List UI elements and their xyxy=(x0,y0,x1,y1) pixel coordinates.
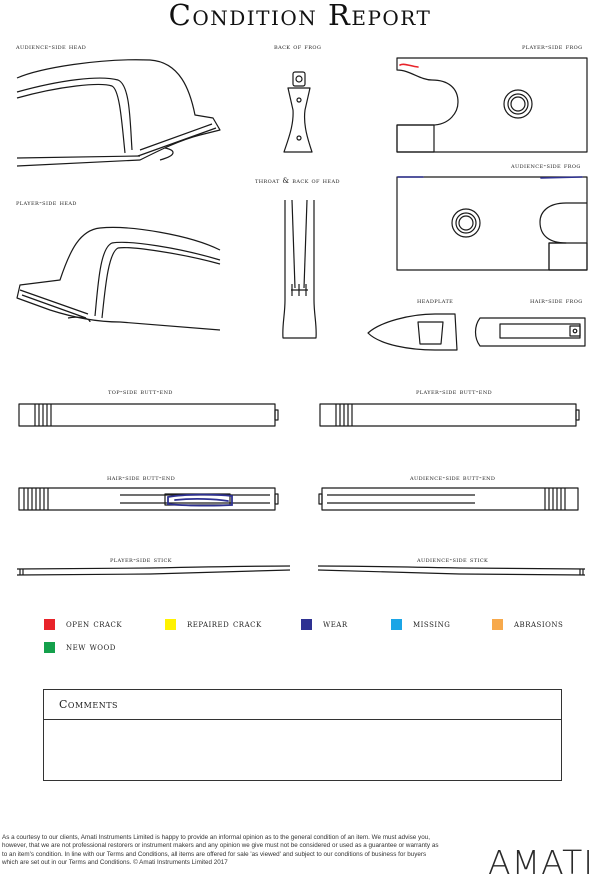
disclaimer-text: As a courtesy to our clients, Amati Instruments Limited is happy to provide an informal opinion as to the general condition of an item. We must advise you, however, that we are not professional restorers or instrument makers and any opinion we give must not be considered or used as a guarantee or warranty as to an item's condition. In line with our Terms and Conditions, all items are offered for sale 'as viewed' and subject to our conditions of business for buyers which are set out in our Terms and Conditions. © Amati Instruments Limited 2017 xyxy=(2,834,439,867)
player-side-frog-drawing xyxy=(397,58,587,152)
legend-swatch xyxy=(391,619,402,630)
throat-back-of-head-drawing xyxy=(283,200,316,338)
legend-item-open-crack xyxy=(44,617,122,631)
legend-label: open crack xyxy=(66,618,123,630)
legend-swatch xyxy=(492,619,503,630)
top-side-butt-end-drawing xyxy=(19,404,278,426)
legend-label: abrasions xyxy=(514,618,564,630)
label-player-side-frog: player-side frog xyxy=(522,42,583,51)
legend-label: missing xyxy=(413,618,451,630)
legend-item-abrasions xyxy=(492,617,563,631)
back-of-frog-drawing xyxy=(284,72,312,152)
player-side-stick-drawing xyxy=(17,566,290,575)
marking-wear-audience-frog-right xyxy=(541,177,582,178)
label-top-side-butt-end: top-side butt-end xyxy=(108,387,173,396)
page-title: Condition Report xyxy=(168,0,432,32)
legend-item-new-wood xyxy=(44,640,116,654)
legend-swatch xyxy=(165,619,176,630)
marking-open-crack-player-frog xyxy=(400,64,418,67)
audience-side-butt-end-drawing xyxy=(319,488,578,510)
label-throat-back-of-head: throat & back of head xyxy=(255,176,340,185)
comments-box xyxy=(43,689,562,781)
label-audience-side-butt-end: audience-side butt-end xyxy=(410,473,496,482)
label-headplate: headplate xyxy=(417,296,454,305)
hair-side-frog-drawing xyxy=(476,318,586,346)
label-player-side-butt-end: player-side butt-end xyxy=(416,387,493,396)
headplate-drawing xyxy=(368,314,457,350)
brand-logo: AMATI xyxy=(488,843,594,882)
legend-item-missing xyxy=(391,617,450,631)
audience-side-frog-drawing xyxy=(397,177,587,270)
label-hair-side-butt-end: hair-side butt-end xyxy=(107,473,176,482)
legend-label: repaired crack xyxy=(187,618,262,630)
legend-swatch xyxy=(301,619,312,630)
audience-side-stick-drawing xyxy=(318,566,585,575)
label-player-side-head: player-side head xyxy=(16,198,77,207)
legend-swatch xyxy=(44,642,55,653)
label-back-of-frog: back of frog xyxy=(274,42,322,51)
label-hair-side-frog: hair-side frog xyxy=(530,296,583,305)
comments-text-area[interactable] xyxy=(44,720,561,780)
label-audience-side-stick: audience-side stick xyxy=(417,555,489,564)
hair-side-butt-end-drawing xyxy=(19,488,278,510)
label-player-side-stick: player-side stick xyxy=(110,555,172,564)
legend-item-wear xyxy=(301,617,348,631)
legend-label: wear xyxy=(323,618,348,630)
comments-heading: Comments xyxy=(44,690,561,720)
label-audience-side-head: audience-side head xyxy=(16,42,87,51)
player-side-butt-end-drawing xyxy=(320,404,579,426)
legend-label: new wood xyxy=(66,641,116,653)
legend-item-repaired-crack xyxy=(165,617,262,631)
marking-wear-hair-butt-end xyxy=(168,495,232,506)
audience-side-head-drawing xyxy=(17,60,220,166)
player-side-head-drawing xyxy=(17,227,220,330)
label-audience-side-frog: audience-side frog xyxy=(511,161,581,170)
legend-swatch xyxy=(44,619,55,630)
